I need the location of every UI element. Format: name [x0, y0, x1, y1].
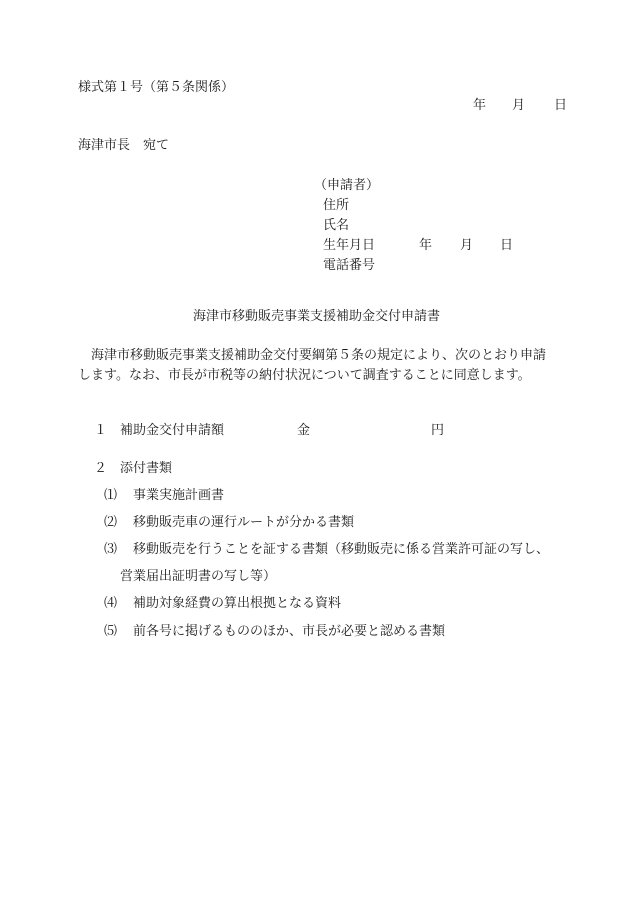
doc-2-num: ⑵: [104, 515, 118, 530]
applicant-birthdate: 生年月日: [323, 238, 376, 253]
date-month: 月: [512, 98, 526, 113]
doc-5-text: 前各号に掲げるもののほか、市長が必要と認める書類: [133, 624, 446, 639]
item-1-label: 補助金交付申請額: [120, 423, 225, 438]
applicant-address: 住所: [323, 198, 350, 213]
date-day: 日: [554, 98, 568, 113]
item-1-number: １: [94, 423, 108, 438]
doc-1-text: 事業実施計画書: [133, 488, 225, 503]
birth-year: 年: [419, 238, 433, 253]
item-2-number: ２: [94, 461, 108, 476]
document-title: 海津市移動販売事業支援補助金交付申請書: [193, 309, 441, 324]
item-1-kin: 金: [297, 423, 311, 438]
applicant-name: 氏名: [323, 218, 350, 233]
doc-4-text: 補助対象経費の算出根拠となる資料: [133, 596, 342, 611]
doc-2-text: 移動販売車の運行ルートが分かる書類: [133, 515, 355, 530]
applicant-phone: 電話番号: [323, 258, 376, 273]
date-year: 年: [473, 98, 487, 113]
doc-5-num: ⑸: [104, 624, 118, 639]
item-1-yen: 円: [431, 423, 445, 438]
doc-1-num: ⑴: [104, 488, 118, 503]
body-line-2: します。なお、市長が市税等の納付状況について調査することに同意します。: [78, 368, 531, 383]
birth-month: 月: [460, 238, 474, 253]
addressee: 海津市長 宛て: [78, 138, 170, 153]
form-number: 様式第１号（第５条関係）: [78, 80, 235, 95]
applicant-label: （申請者）: [314, 178, 380, 193]
doc-3-text: 移動販売を行うことを証する書類（移動販売に係る営業許可証の写し、: [133, 542, 550, 557]
doc-4-num: ⑷: [104, 596, 118, 611]
body-line-1: 海津市移動販売事業支援補助金交付要綱第５条の規定により、次のとおり申請: [91, 348, 547, 363]
doc-3-cont: 営業届出証明書の写し等）: [120, 569, 277, 584]
item-2-label: 添付書類: [120, 461, 173, 476]
birth-day: 日: [500, 238, 514, 253]
doc-3-num: ⑶: [104, 542, 118, 557]
